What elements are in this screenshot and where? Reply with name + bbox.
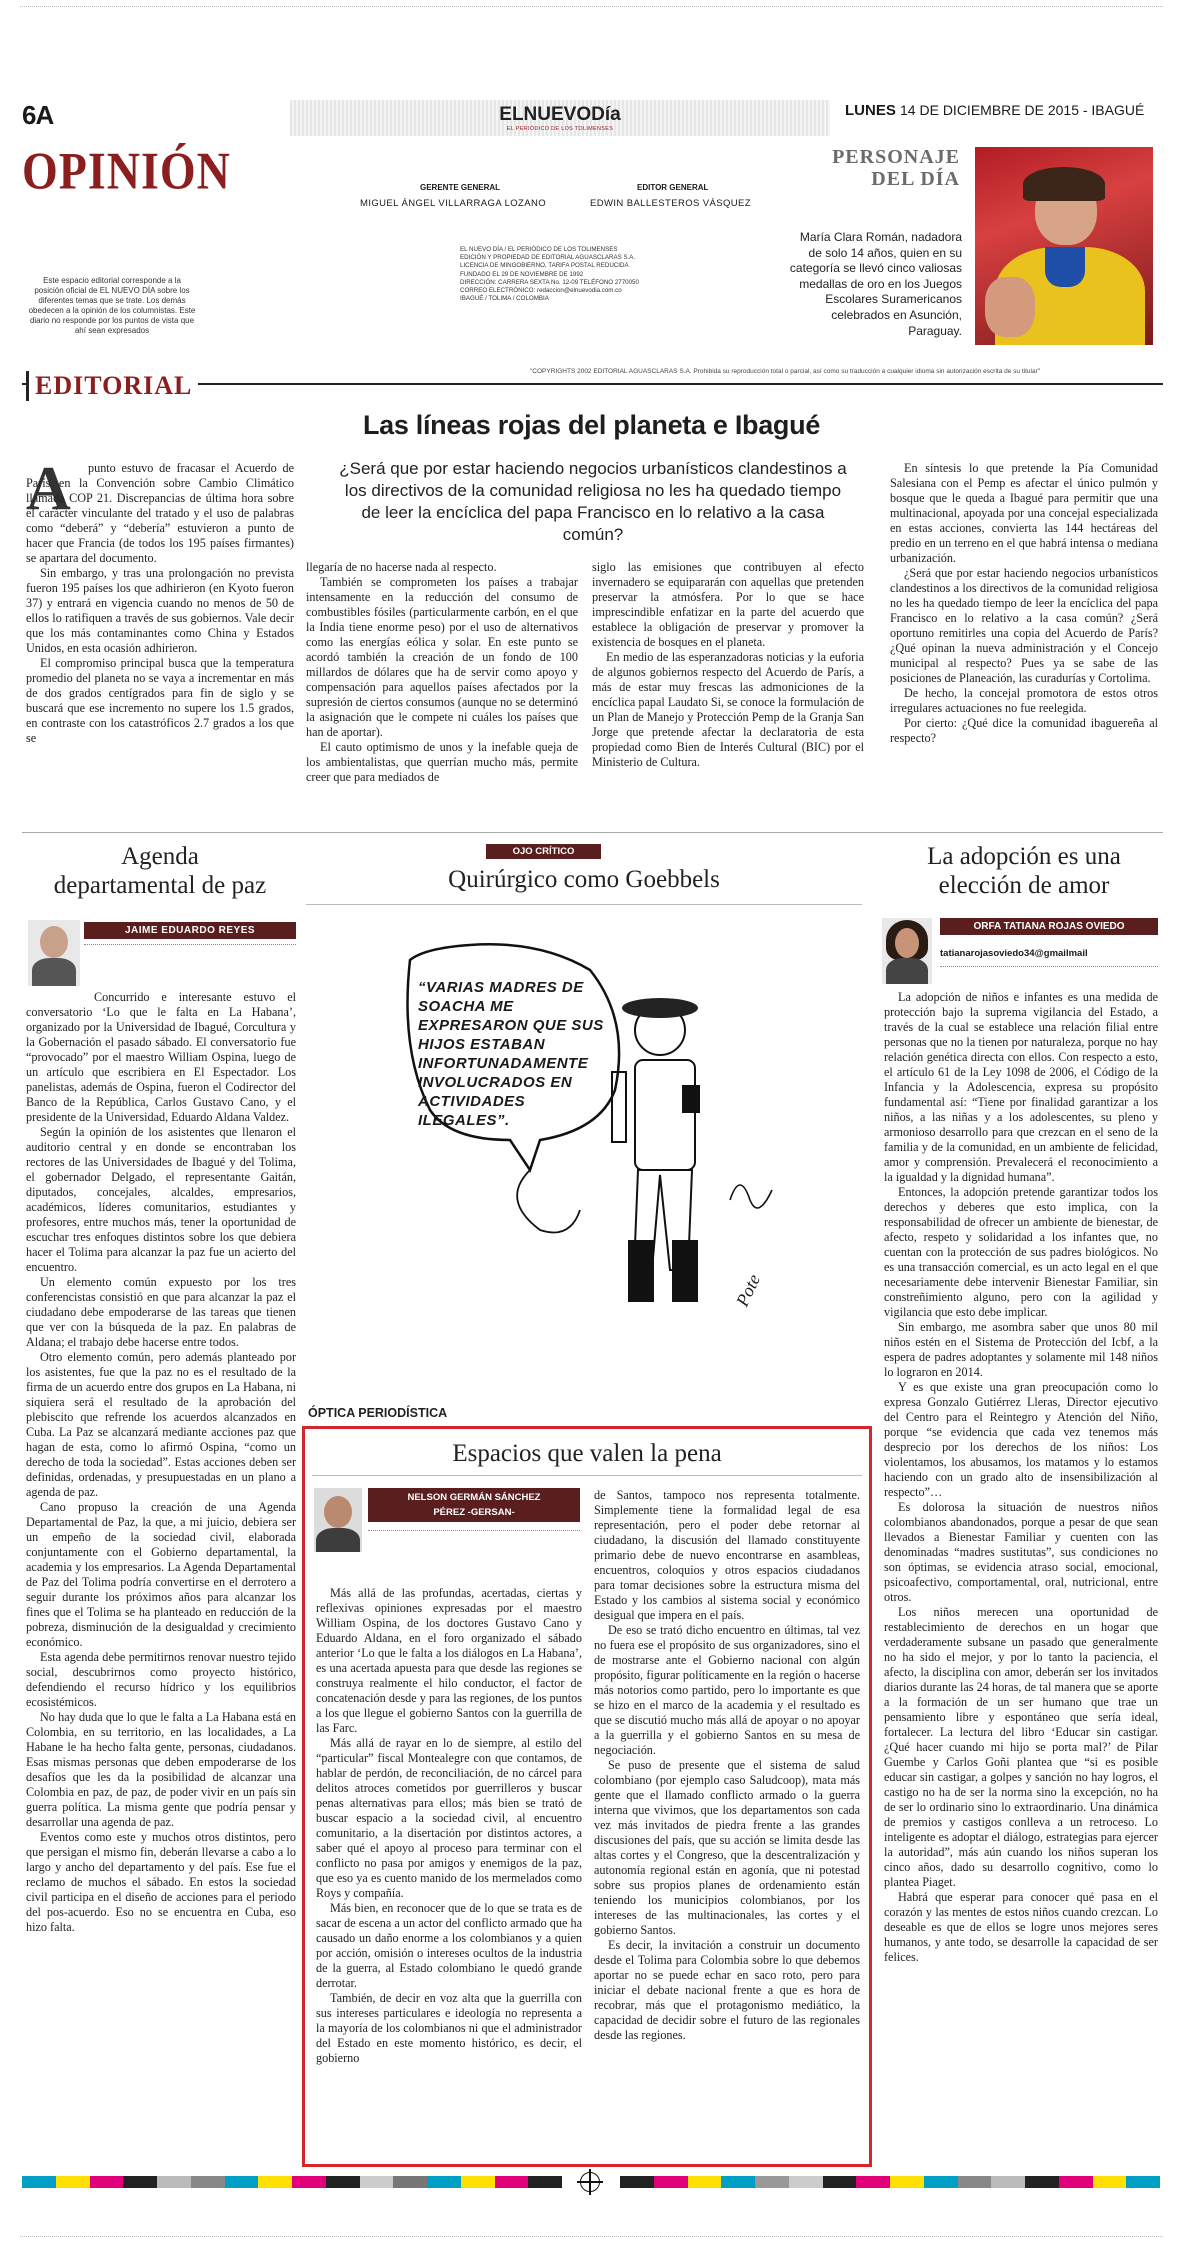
editorial-paragraph: llegaría de no hacerse nada al respecto. xyxy=(306,560,497,574)
imprint-line: IBAGUÉ / TOLIMA / COLOMBIA xyxy=(460,295,549,303)
adopcion-paragraph: Y es que existe una gran preocupación como lo expresa Gonzalo Gutiérrez Lleras, Director ejecutivo del Centro para el Reintegro y Atención del Niño, porque “se evidencia que cada vez tenemos más desprecio por los derechos de los niños: Los violentamos, los abusamos, los matamos y lo estamos haciendo con un grado alto de insensibilización al respecto”… xyxy=(884,1380,1158,1499)
adopcion-paragraph: Los niños merecen una oportunidad de restablecimiento de derechos en un hogar que verdaderamente subsane un pasado que generalmente no ha sido el mejor, y por lo tanto la paciencia, el afecto, la disciplina con amor, deberán ser los invitados diarios durante las 24 horas, de tal manera que se aporte a la formación de un ser humano que trae un pensamiento libre y espontáneo que sería ideal, fortalecer. La lectura del libro ‘Educar sin castigar. ¿Qué hacer cuando mi hijo se porta mal?’ de Pilar Guembe y Carlos Goñi plantea que “si es posible educar sin castigar, a golpes y sanción no hay logros, el castigo no ha de ser la norma sino la excepción, no ha de ser lo ordinario sino lo extraordinario. Una dinámica de premios y castigos conlleva a un retroceso. Lo inteligente es adoptar el diálogo, estrategias para ejercer la autoridad”, más aún cuando los niños superan los cinco años, dado su desarrollo cognitivo, como lo plantea Piaget. xyxy=(884,1605,1158,1889)
agenda-paragraph: Según la opinión de los asistentes que llenaron el auditorio central y en donde se encontraban los rectores de las Universidades de Ibagué y del Tolima, el gobernador Delgado, el representante Gaitán, diputados, concejales, alcaldes, empresarios, académicos, líderes comunitarios, estudiantes y profesores, entre muchos más, tener la oportunidad de escuchar tres enfoques distintos sobre los que debiera hacer el Tolima para alcanzar la paz fue un acierto del encuentro. xyxy=(26,1125,296,1274)
adopcion-paragraph: Entonces, la adopción pretende garantizar todos los derechos y deberes que esto implica, con la responsabilidad de ofrecer un ambiente de bienestar, de afecto, respeto y solidaridad a los infantes que, no cuentan con la protección de sus padres biológicos. No es una transacción comercial, es un acto legal en el que necesariamente debe intervenir Bienestar Familiar, sin constreñimiento alguno, pero con la agilidad y vigilancia que esto debe implicar. xyxy=(884,1185,1158,1319)
adopcion-author: ORFA TATIANA ROJAS OVIEDO xyxy=(940,918,1158,935)
agenda-author-photo xyxy=(28,920,80,986)
newspaper-logo xyxy=(480,104,640,132)
editorial-paragraph: También se comprometen los países a trabajar intensamente en la reducción del consumo de combustibles fósiles (particularmente carbón, en el que la India tiene enorme peso) por el uso de alternativos como las energías eólica y solar. En este punto se acordó también la creación de un fondo de 100 millardos de dólares que ha de servir como apoyo y compensación para aquellos países afectados por la supresión de ciertos consumos (aunque no se determinó la asignación que le compete ni cuáles los países que han de aportar). xyxy=(306,575,578,739)
optica-author-line2: PÉREZ -GERSAN- xyxy=(433,1507,515,1518)
agenda-author: JAIME EDUARDO REYES xyxy=(84,922,296,939)
optica-paragraph: Se puso de presente que el sistema de salud colombiano (por ejemplo caso Saludcoop), mata más gente que el llamado conflicto armado o la guerra interna que vivimos, que los departamentos son cada vez más invitados de piedra frente a las grandes discusiones del país, que su acción se limita desde las altas cortes y el Congreso, que la descentralización y autonomía regional están en agonía, que ni potestad sobre sus propios planes de ordenamiento están teniendo los municipios colombianos, por los intereses de las multinacionales, las cortes y el gobierno Santos. xyxy=(594,1758,860,1937)
agenda-paragraph: Esta agenda debe permitirnos renovar nuestro tejido social, descubrirnos como proyecto histórico, defendiendo el recurso hídrico y los equilibrios ecosistémicos. xyxy=(26,1650,296,1709)
bottom-trim-line xyxy=(20,2236,1163,2237)
personaje-title xyxy=(820,146,960,190)
optica-paragraph: de Santos, tampoco nos representa totalmente. Simplemente tiene la formalidad legal de esa representación, pero el poder debe retornar al ciudadano, la discusión del llamado constituyente primario debe de nuevo encontrarse en asambleas, encuentros, coloquios y otros espacios ciudadanos para tomar decisiones sobre la estructura misma del Estado y los cambios al sistema social y económico desigual que impera en el país. xyxy=(594,1488,860,1622)
optica-paragraph: Más allá de rayar en lo de siempre, al estilo del “particular” fiscal Montealegre con que contamos, de hablar de perdón, de reconciliación, de no cárcel para delitos atroces cometidos por guerrilleros y buscar penas alternativas para ellos; más bien se trató de buscar espacio a la sociedad civil, al encuentro comunitario, a la disertación por distintos actores, a saber qué el apoyo al proceso para terminar con el conflicto no pasa por amigos y enemigos de la paz, que eso ya es cuento manido de los mermelados como Roys y compañía. xyxy=(316,1736,582,1900)
cartoon-signature: Pote xyxy=(732,1271,765,1310)
agenda-paragraph: Otro elemento común, pero además planteado por los asistentes, fue que la paz no es el resultado de la firma de un acuerdo entre dos grupos en La Habana, ni siquiera será el resultado de la aprobación del plebiscito que refrende los acuerdos alcanzados en Cuba. La Paz se alcanzará mediante acciones paz que hagan de esta, como lo afirmó Ospina, “como un derecho de toda la sociedad”. Estas acciones deben ser definidas, ordenadas, y presupuestadas en un plano a agenda de paz. xyxy=(26,1350,296,1499)
editorial-column-2 xyxy=(306,560,578,785)
adopcion-paragraph: Es dolorosa la situación de nuestros niños colombianos abandonados, porque a pesar de que sean llevados a Bienestar Familiar y cuenten con las denominadas “madres sustitutas”, sus condiciones no son óptimas, se evidencia atraso social, emocional, psicoafectivo, comportamental, oral, nutricional, entre otros. xyxy=(884,1500,1158,1604)
optica-title-rule xyxy=(312,1475,862,1476)
editor-name: EDWIN BALLESTEROS VÁSQUEZ xyxy=(590,198,751,209)
optica-label: ÓPTICA PERIODÍSTICA xyxy=(308,1406,448,1420)
adopcion-title-line2: elección de amor xyxy=(938,872,1110,899)
optica-author-rule xyxy=(368,1530,580,1531)
logo-brand: ELNUEVODía xyxy=(499,104,621,125)
imprint-line: DIRECCIÓN: CARRERA SEXTA No. 12-09 TELÉFONO 2770050 xyxy=(460,278,639,286)
cartoon-speech-text: “VARIAS MADRES DE SOACHA ME EXPRESARON QUE SUS HIJOS ESTABAN INFORTUNADAMENTE INVOLUCRADOS EN ACTIVIDADES ILEGALES”. xyxy=(418,979,604,1129)
adopcion-email: tatianarojasoviedo34@gmailmail xyxy=(940,948,1088,959)
editorial-dropcap: A xyxy=(26,455,71,523)
adopcion-author-photo xyxy=(882,918,932,984)
editorial-paragraph: De hecho, la concejal promotora de estos otros irregulares actuaciones no fue reelegida. xyxy=(890,686,1158,715)
adopcion-paragraph: Habrá que esperar para conocer qué pasa en el corazón y las mentes de estos niños cuando crezcan. Lo deseable es que de ellos se logre unos mejores seres humanos, y ante todo, se desarrolle la capacidad de ser felices. xyxy=(884,1890,1158,1964)
ojo-critico-rule xyxy=(306,904,862,905)
agenda-title-line1: Agenda xyxy=(121,843,199,870)
personaje-title-line1: PERSONAJE xyxy=(832,146,960,168)
agenda-title xyxy=(20,842,300,900)
imprint-line: EL NUEVO DÍA / EL PERIÓDICO DE LOS TOLIMENSES xyxy=(460,246,618,253)
agenda-body xyxy=(26,990,296,1935)
optica-author-line1: NELSON GERMÁN SÁNCHEZ xyxy=(407,1492,541,1503)
personaje-photo xyxy=(975,147,1153,345)
imprint-line: CORREO ELECTRÓNICO: redaccion@elnuevodia.com.co xyxy=(460,287,622,295)
registration-mark-icon xyxy=(580,2172,600,2192)
print-color-bar-right xyxy=(620,2176,1160,2188)
agenda-paragraph: Eventos como este y muchos otros distintos, pero que persigan el mismo fin, deberán llevarse a cabo a lo largo y ancho del departamento y del país. Ese fue el reclamo de muchos el sábado. En estos la sociedad civil participa en el diseño de acciones para el periodo del pos-acuerdo. Eso no se encuentra en Cuba, eso hizo falta. xyxy=(26,1830,296,1934)
agenda-title-line2: departamental de paz xyxy=(53,872,267,899)
editorial-column-4 xyxy=(890,461,1158,746)
optica-paragraph: Más allá de las profundas, acertadas, ciertas y reflexivas opiniones expresadas por el maestro William Ospina, de los doctores Gustavo Cano y Eduardo Aldana, en el foro organizado el sábado anterior ‘Lo que le falta a los diálogos en La Habana’, es una acertada apuesta para que desde las regiones se construya realmente el hilo conductor, el factor de concatenación desde y para las regiones, de los puntos a los que llegue el gobierno Santos con la guerrilla de las Farc. xyxy=(316,1586,582,1735)
adopcion-body xyxy=(884,990,1158,1965)
editorial-column-3 xyxy=(592,560,864,770)
date-day: LUNES xyxy=(845,102,896,119)
editorial-paragraph: ¿Será que por estar haciendo negocios urbanísticos clandestinos a los directivos de la comunidad religiosa no les ha quedado tiempo de leer la encíclica del papa Francisco en lo relativo a la casa común? ¿Será oportuno remitirles una copia del Acuerdo de París? ¿Qué opinan la nueva administración y el Concejo municipal al respecto? Pues ya se sabe de las posiciones de Planeación, las curadurías y Cortolima. xyxy=(890,566,1158,685)
adopcion-author-rule xyxy=(940,966,1158,967)
ojo-critico-title: Quirúrgico como Goebbels xyxy=(448,866,720,893)
imprint-line: FUNDADO EL 29 DE NOVIEMBRE DE 1992 xyxy=(460,270,584,278)
gerente-title: GERENTE GENERAL xyxy=(420,183,501,192)
optica-title: Espacios que valen la pena xyxy=(452,1440,722,1467)
editorial-disclaimer: Este espacio editorial corresponde a la posición oficial de EL NUEVO DÍA sobre los diferentes temas que se trate. Los demás obedecen a la opinión de los columnistas. Este diario no responde por los puntos de vista que ahí sean expresados xyxy=(28,276,196,335)
optica-paragraph: De eso se trató dicho encuentro en últimas, tal vez no fuera ese el propósito de sus organizadores, sino el de mostrarse ante el Gobierno nacional con algún propósito, figurar políticamente en la región o hacerse más notorios como partido, pero lo importante es que se hizo en el marco de la academia y el resultado es que se discutió mucho más allá de apoyar o no apoyar a la guerrilla y el gobierno Santos en su mesa de negociación. xyxy=(594,1623,860,1757)
editorial-paragraph: punto estuvo de fracasar el Acuerdo de París en la Convención sobre Cambio Climático llamada COP 21. Discrepancias de última hora sobre el carácter vinculante del tratado y el uso de palabras como “deberá” y “debería” estuvieron a punto de hacer que Francia (de todos los 195 países firmantes) se apartara del documento. xyxy=(26,461,294,565)
optica-author-photo xyxy=(314,1488,362,1552)
copyright-notice: "COPYRIGHTS 2002 EDITORIAL AGUASCLARAS S.A. Prohibida su reproducción total o parcial, así como su traducción a cualquier idioma sin autorización escrita de su titular" xyxy=(530,368,1041,375)
date-rest: 14 DE DICIEMBRE DE 2015 - IBAGUÉ xyxy=(900,102,1145,118)
ojo-critico-label: OJO CRÍTICO xyxy=(486,844,601,859)
adopcion-title xyxy=(884,842,1164,900)
optica-author xyxy=(368,1488,580,1522)
section-title: OPINIÓN xyxy=(22,141,231,200)
imprint-line: LICENCIA DE MINGOBIERNO, TARIFA POSTAL REDUCIDA xyxy=(460,262,629,270)
editor-title: EDITOR GENERAL xyxy=(637,183,709,192)
adopcion-paragraph: Sin embargo, me asombra saber que unos 80 mil niños estén en el Sistema de Protección del Icbf, a la espera de padres adoptantes y solamente mil 148 niños lo lograron en 2014. xyxy=(884,1320,1158,1379)
print-color-bar-left xyxy=(22,2176,562,2188)
optica-column-1 xyxy=(316,1586,582,2066)
page-number: 6A xyxy=(22,100,54,130)
adopcion-title-line1: La adopción es una xyxy=(927,843,1121,870)
adopcion-paragraph: La adopción de niños e infantes es una medida de protección bajo la suprema vigilancia del Estado, a través de la cual se establece una relación filial entre personas que no la tienen por naturaleza, porque no hay relación genética directa con ellos. Con respecto a esto, el artículo 61 de la Ley 1098 de 2006, el Código de la Infancia y la Adolescencia, expresa su propósito fundamental así: “Tiene por finalidad garantizar a los niños, a las niñas y a los adolescentes, su pleno y armonioso desarrollo para que crezcan en el seno de la familia y de la comunidad, en un ambiente de felicidad, amor y comprensión. Prevalecerá el reconocimiento a la igualdad y la dignidad humana”. xyxy=(884,990,1158,1184)
agenda-author-rule xyxy=(84,944,296,945)
editorial-paragraph: siglo las emisiones que contribuyen al efecto invernadero se equipararán con aquellas que pretenden preservar la atmósfera. Por lo que se hace imprescindible enfatizar en la parte del acuerdo que establece la obligación de preservar y promover la existencia de bosques en el planeta. xyxy=(592,560,864,649)
logo-tagline: EL PERIÓDICO DE LOS TOLIMENSES xyxy=(506,126,614,132)
agenda-paragraph: No hay duda que lo que le falta a La Habana está en Colombia, en su territorio, en las localidades, a La Habane le ha hecho falta gente, personas, ciudadanos. Esas mismas personas que deben empoderarse de los desafíos que les da la posibilidad de alcanzar una Colombia en paz, de paz, de poder vivir en un país sin guerra política. La misma gente que podría pensar y desarrollar una agenda de paz. xyxy=(26,1710,296,1829)
optica-paragraph: Es decir, la invitación a construir un documento desde el Tolima para Colombia sobre lo que debemos aportar no se puede echar en saco roto, pero para iniciar el debate nacional frente a que es hora de recobrar, más que el protagonismo mediático, la capacidad de decidir sobre el futuro de las regionales desde las regiones. xyxy=(594,1938,860,2042)
editorial-paragraph: Por cierto: ¿Qué dice la comunidad ibaguereña al respecto? xyxy=(890,716,1158,745)
editorial-paragraph: Sin embargo, y tras una prolongación no prevista fueron 195 países los que adhirieron (en Kyoto fueron 37) y entrará en vigencia cuando no menos de 50 de ellos lo ratifiquen a través de sus gobiernos. Vale decir que los más contaminantes como China y Estados Unidos, en esta ocasión adhirieron. xyxy=(26,566,294,655)
agenda-paragraph: Cano propuso la creación de una Agenda Departamental de Paz, la que, a mi juicio, debiera ser un empeño de la sociedad civil, elaborada conjuntamente con el Gobierno departamental, la academia y los empresarios. La Agenda Departamental de Paz del Tolima podría convertirse en el derrotero a seguir durante los próximos años para alcanzar los fines que el Tolima se ha planteado en reducción de la pobreza, disminución de la desigualdad y crecimiento económico. xyxy=(26,1500,296,1649)
optica-column-2 xyxy=(594,1488,860,2043)
editorial-headline: Las líneas rojas del planeta e Ibagué xyxy=(362,410,821,440)
editorial-paragraph: El compromiso principal busca que la temperatura promedio del planeta no se vaya a incrementar en más de dos grados centígrados para fin de siglo y se buscará que ese incremento no supere los 1.5 grados, en contraste con los catastróficos 2.7 grados a los que se xyxy=(26,656,294,745)
editorial-label: EDITORIAL xyxy=(26,371,198,401)
agenda-paragraph: Concurrido e interesante estuvo el conversatorio ‘Lo que le falta en La Habana’, organizado por la Universidad de Ibagué, Corcultura y la Gobernación el pasado sábado. El conversatorio fue “provocado” por el maestro William Ospina, luego de un artículo que escribiera en El Espectador. Los panelistas, además de Ospina, fueron el Codirector del Banco de la República, Carlos Gustavo Cano, y el presidente de la Universidad, Eduardo Aldana Valdez. xyxy=(26,990,296,1124)
gerente-name: MIGUEL ÁNGEL VILLARRAGA LOZANO xyxy=(360,198,547,209)
editorial-pullquote: ¿Será que por estar haciendo negocios urbanísticos clandestinos a los directivos de la comunidad religiosa no les ha quedado tiempo de leer la encíclica del papa Francisco en lo relativo a la casa común? xyxy=(339,459,847,544)
editorial-column-1 xyxy=(26,455,294,746)
imprint xyxy=(460,246,720,303)
editorial-paragraph: El cauto optimismo de unos y la inefable queja de los ambientalistas, que querrían mucho más, permite creer que para mediados de xyxy=(306,740,578,784)
personaje-caption: María Clara Román, nadadora de solo 14 años, quien en su categoría se llevó cinco valiosas medallas de oro en los Juegos Escolares Suramericanos celebrados en Asunción, Paraguay. xyxy=(789,230,962,338)
agenda-paragraph: Un elemento común expuesto por los tres conferencistas consistió en que para alcanzar la paz el ciudadano debe empoderarse de las tareas que tienen que ver con la búsqueda de la paz. En palabras de Aldana; el trabajo debe hacerse entre todos. xyxy=(26,1275,296,1349)
section-divider xyxy=(22,832,1163,833)
issue-date xyxy=(845,102,1144,119)
imprint-line: EDICIÓN Y PROPIEDAD DE EDITORIAL AGUASCLARAS S.A. xyxy=(460,254,636,262)
editorial-paragraph: En síntesis lo que pretende la Pía Comunidad Salesiana con el Pemp es afectar el único pulmón y bosque que le queda a Ibagué para permitir que una multinacional, apoyada por una concejal especializada en estas acciones, convierta las 144 hectáreas del predio en un terreno en el que habrá intensa o mediana urbanización. xyxy=(890,461,1158,565)
optica-paragraph: También, de decir en voz alta que la guerrilla con sus intereses particulares e ideología no representa a la mayoría de los colombianos ni que el administrador del Estado en este momento histórico, es decir, el gobierno xyxy=(316,1991,582,2065)
editorial-paragraph: En medio de las esperanzadoras noticias y la euforia de algunos gobiernos respecto del Acuerdo de París, a más de estar muy frescas las admoniciones de la encíclica papal Laudato Si, se conoce la formulación de un Plan de Manejo y Protección Pemp de la Granja San Jorge que pretende afectar la declaratoria de esta propiedad como Bien de Interés Cultural (BIC) por el Ministerio de Cultura. xyxy=(592,650,864,769)
personaje-title-line2: DEL DÍA xyxy=(871,168,960,190)
optica-paragraph: Más bien, en reconocer que de lo que se trata es de sacar de escena a un actor del conflicto armado que ha causado un daño enorme a los colombianos y a quien por acción, omisión o intereses ocultos de la industria de la guerra, al Estado colombiano le quedó grande derrotar. xyxy=(316,1901,582,1990)
